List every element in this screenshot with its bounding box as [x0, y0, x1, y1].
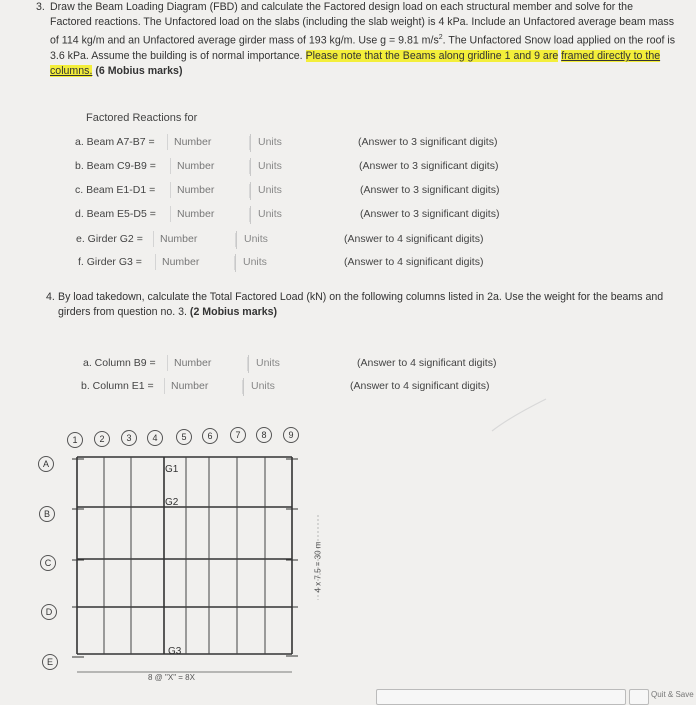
vertical-dimension-label: 4 x 7.5 = 30 m: [313, 541, 323, 593]
gridline-note-underlined: framed directly to the columns.: [50, 50, 661, 78]
reaction-c-units-select[interactable]: Units: [250, 182, 290, 200]
grid-col-3: 3: [121, 430, 137, 446]
girder-g2-label: G2: [165, 497, 179, 508]
column-e1-units-select[interactable]: Units: [243, 378, 283, 396]
question-3-marks: (6 Mobius marks): [95, 65, 183, 78]
question-3-number: 3.: [36, 1, 45, 13]
reaction-a-units-select[interactable]: Units: [250, 134, 290, 152]
reaction-e-units-select[interactable]: Units: [236, 231, 276, 249]
reaction-row-d: d. Beam E5-D5 = Number Units (Answer to 3 significant digits): [75, 206, 575, 224]
framing-plan-grid: [0, 420, 696, 700]
reaction-b-number-input[interactable]: Number: [170, 158, 242, 174]
gridline-note: Please note that the Beams along gridline 1 and 9 are: [305, 50, 559, 63]
grid-col-6: 6: [202, 428, 218, 444]
reaction-f-number-input[interactable]: Number: [155, 254, 227, 270]
reaction-c-number-input[interactable]: Number: [170, 182, 242, 198]
reaction-d-units-select[interactable]: Units: [250, 206, 290, 224]
column-row-a: a. Column B9 = Number Units (Answer to 4 significant digits): [83, 355, 583, 373]
factored-reactions-title: Factored Reactions for: [86, 112, 198, 124]
question-4-number: 4.: [46, 291, 55, 303]
grid-row-d: D: [41, 604, 57, 620]
reaction-e-number-input[interactable]: Number: [153, 231, 225, 247]
question-3: [36, 0, 676, 80]
question-4: [46, 290, 666, 320]
grid-col-1: 1: [67, 432, 83, 448]
column-b9-units-select[interactable]: Units: [248, 355, 288, 373]
answer-panel-box[interactable]: [376, 689, 626, 705]
column-row-b: b. Column E1 = Number Units (Answer to 4 significant digits): [81, 378, 581, 396]
reaction-d-number-input[interactable]: Number: [170, 206, 242, 222]
column-e1-number-input[interactable]: Number: [164, 378, 236, 394]
grid-row-b: B: [39, 506, 55, 522]
grid-col-9: 9: [283, 427, 299, 443]
reaction-row-e: e. Girder G2 = Number Units (Answer to 4 significant digits): [76, 231, 576, 249]
grid-row-e: E: [42, 654, 58, 670]
grid-row-a: A: [38, 456, 54, 472]
reaction-row-a: a. Beam A7-B7 = Number Units (Answer to 3 significant digits): [75, 134, 575, 152]
bottom-dimension-label: 8 @ "X" = 8X: [148, 673, 195, 682]
grid-col-2: 2: [94, 431, 110, 447]
girder-g3-label: G3: [168, 646, 182, 657]
small-panel-box[interactable]: [629, 689, 649, 705]
grid-col-7: 7: [230, 427, 246, 443]
reaction-f-units-select[interactable]: Units: [235, 254, 275, 272]
grid-col-4: 4: [147, 430, 163, 446]
reaction-row-b: b. Beam C9-B9 = Number Units (Answer to 3 significant digits): [75, 158, 575, 176]
question-4-marks: (2 Mobius marks): [189, 306, 278, 319]
grid-col-5: 5: [176, 429, 192, 445]
girder-g1-label: G1: [165, 464, 179, 475]
grid-row-c: C: [40, 555, 56, 571]
column-b9-number-input[interactable]: Number: [167, 355, 239, 371]
reaction-row-c: c. Beam E1-D1 = Number Units (Answer to 3 significant digits): [75, 182, 575, 200]
reaction-b-units-select[interactable]: Units: [250, 158, 290, 176]
reaction-row-f: f. Girder G3 = Number Units (Answer to 4 significant digits): [78, 254, 578, 272]
grid-col-8: 8: [256, 427, 272, 443]
question-3-text: Draw the Beam Loading Diagram (FBD) and calculate the Factored design load on each structural member and solve for the Factored reactions. The Unfactored load on the slabs (including the slab weight) is 4 kPa. Include an Unfactored average beam mass of 114 kg/m and an Unfactored average girder mass of 193 kg/m. Use g = 9.81 $m/s^2$. The Unfactored Snow load applied on the roof is 3.6 kPa. Assume the building is of normal importance. Please note that the Beams along gridline 1 and 9 are framed directly to the columns. (6 Mobius marks): [50, 1, 676, 78]
question-4-text: By load takedown, calculate the Total Factored Load (kN) on the following columns listed in 2a. Use the weight for the beams and girders from question no. 3. (2 Mobius marks): [58, 291, 664, 319]
quit-save-link[interactable]: Quit & Save: [651, 690, 694, 699]
framing-plan-diagram: [0, 420, 696, 700]
reaction-a-number-input[interactable]: Number: [167, 134, 239, 150]
